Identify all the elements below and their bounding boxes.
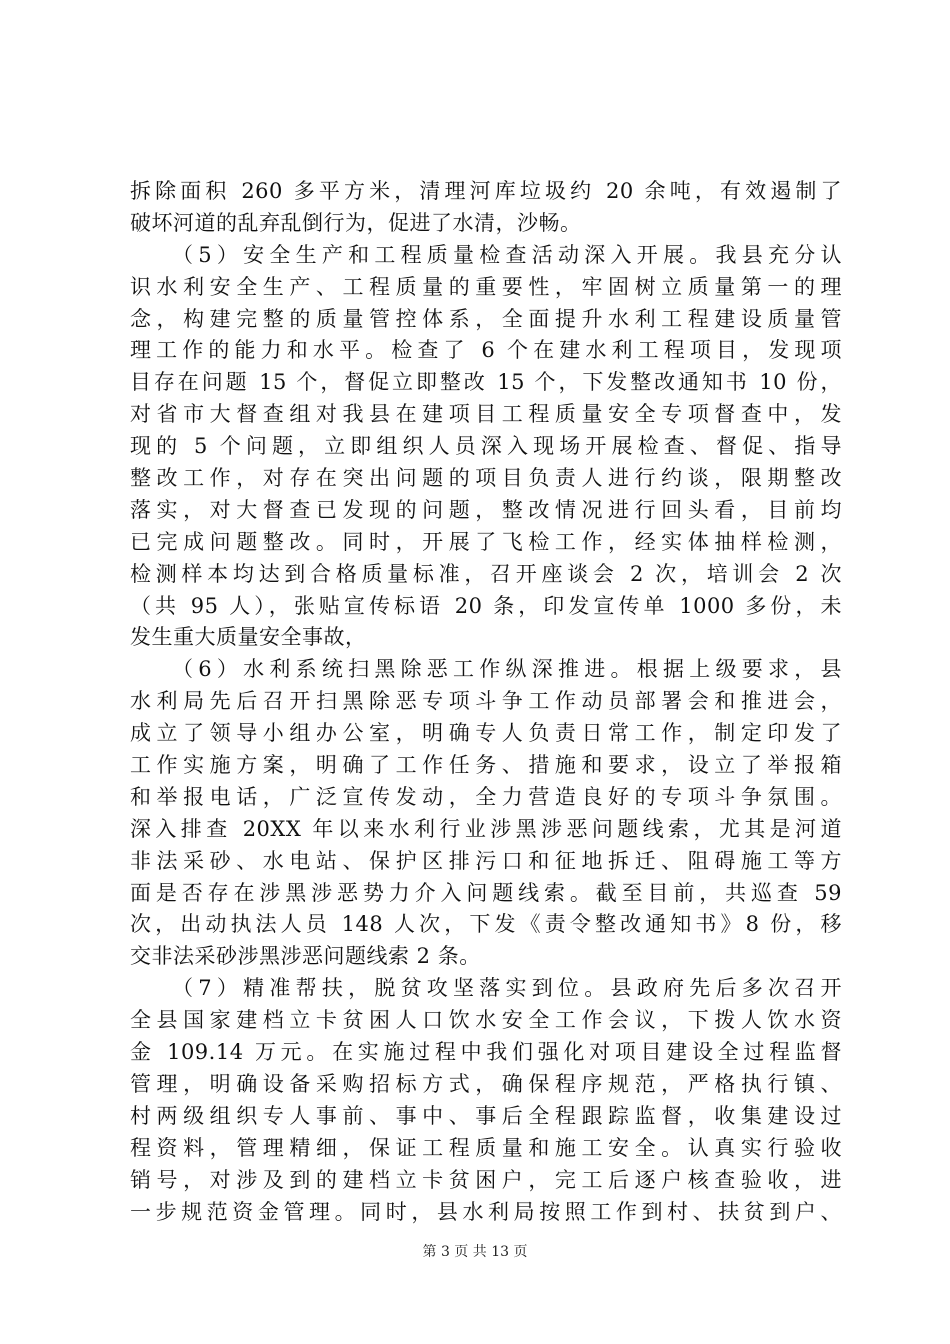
text-line: 发生重大质量安全事故， xyxy=(130,625,367,650)
text-line: 一步规范资金管理。同时，县水利局按照工作到村、扶贫到户、 xyxy=(130,1199,842,1224)
text-line: （7）精准帮扶，脱贫攻坚落实到位。县政府先后多次召开 xyxy=(130,976,842,1001)
text-line: 念，构建完整的质量管控体系，全面提升水利工程建设质量管 xyxy=(130,306,842,331)
page-footer: 第 3 页 共 13 页 xyxy=(422,1244,528,1260)
text-line: 金 109.14 万元。在实施过程中我们强化对项目建设全过程监督 xyxy=(130,1040,842,1065)
text-line: 已完成问题整改。同时，开展了飞检工作，经实体抽样检测， xyxy=(130,529,842,554)
text-line: 村两级组织专人事前、事中、事后全程跟踪监督，收集建设过 xyxy=(130,1103,842,1128)
text-line: 销号，对涉及到的建档立卡贫困户，完工后逐户核查验收，进 xyxy=(130,1167,842,1192)
text-line: 成立了领导小组办公室，明确专人负责日常工作，制定印发了 xyxy=(130,721,842,746)
text-line: 次，出动执法人员 148 人次，下发《责令整改通知书》8 份，移 xyxy=(130,912,842,937)
text-line: 深入排查 20XX 年以来水利行业涉黑涉恶问题线索，尤其是河道 xyxy=(130,816,842,841)
text-line: 落实，对大督查已发现的问题，整改情况进行回头看，目前均 xyxy=(130,497,842,522)
text-line: 检测样本均达到合格质量标准，召开座谈会 2 次，培训会 2 次 xyxy=(130,561,842,586)
text-line: 交非法采砂涉黑涉恶问题线索 2 条。 xyxy=(130,944,481,969)
text-line: 水利局先后召开扫黑除恶专项斗争工作动员部署会和推进会， xyxy=(130,689,842,714)
text-line: 工作实施方案，明确了工作任务、措施和要求，设立了举报箱 xyxy=(130,753,842,778)
body-text xyxy=(130,176,842,1228)
text-line: 拆除面积 260 多平方米，清理河库垃圾约 20 余吨，有效遏制了 xyxy=(130,179,842,203)
text-line: 现的 5 个问题，立即组织人员深入现场开展检查、督促、指导 xyxy=(130,434,842,459)
text-line: 整改工作，对存在突出问题的项目负责人进行约谈，限期整改 xyxy=(130,466,842,491)
text-line: 识水利安全生产、工程质量的重要性，牢固树立质量第一的理 xyxy=(130,274,842,299)
text-line: 程资料，管理精细，保证工程质量和施工安全。认真实行验收 xyxy=(130,1135,842,1160)
text-line: 面是否存在涉黑涉恶势力介入问题线索。截至目前，共巡查 59 xyxy=(130,880,842,905)
text-line: 理工作的能力和水平。检查了 6 个在建水利工程项目，发现项 xyxy=(130,338,842,363)
text-line: 全县国家建档立卡贫困人口饮水安全工作会议，下拨人饮水资 xyxy=(130,1008,842,1033)
text-line: 对省市大督查组对我县在建项目工程质量安全专项督查中，发 xyxy=(130,402,842,427)
text-line: （5）安全生产和工程质量检查活动深入开展。我县充分认 xyxy=(130,242,842,267)
text-line: 管理，明确设备采购招标方式，确保程序规范，严格执行镇、 xyxy=(130,1071,842,1096)
text-line: 和举报电话，广泛宣传发动，全力营造良好的专项斗争氛围。 xyxy=(130,784,842,809)
text-line: 非法采砂、水电站、保护区排污口和征地拆迁、阻碍施工等方 xyxy=(130,848,842,873)
text-line: 目存在问题 15 个，督促立即整改 15 个，下发整改通知书 10 份， xyxy=(130,370,842,395)
text-line: （6）水利系统扫黑除恶工作纵深推进。根据上级要求，县 xyxy=(130,657,842,682)
text-line: （共 95 人），张贴宣传标语 20 条，印发宣传单 1000 多份，未 xyxy=(130,593,842,618)
text-line: 破坏河道的乱弃乱倒行为，促进了水清，沙畅。 xyxy=(130,210,582,235)
